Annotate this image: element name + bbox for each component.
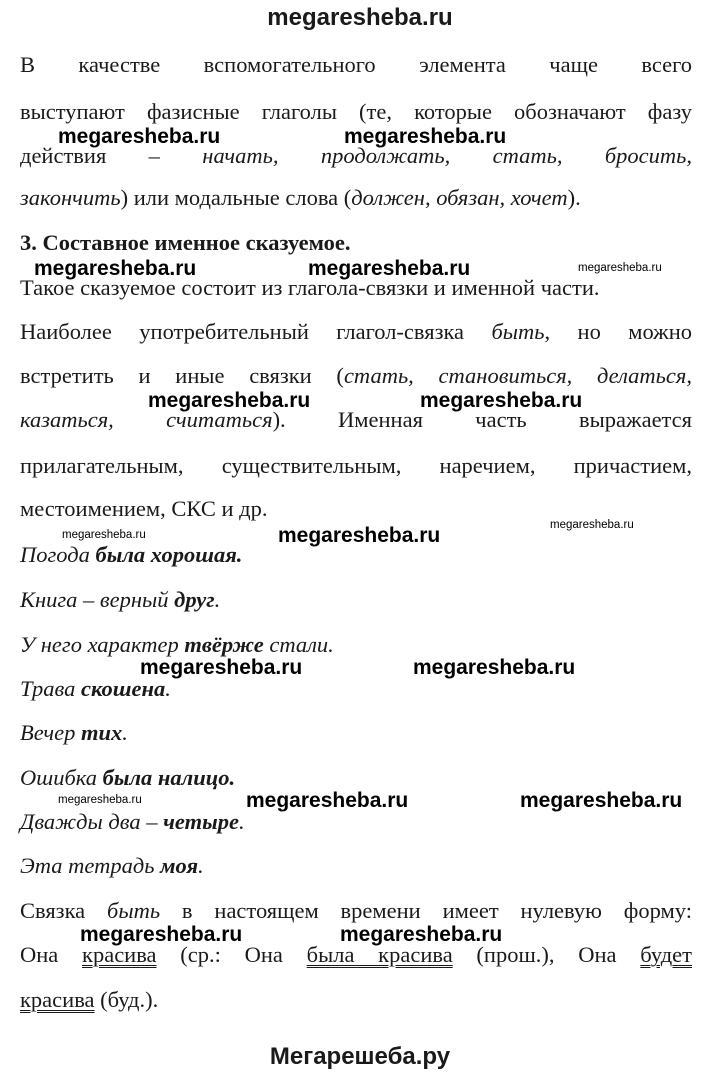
p1-line-1: В качестве вспомогательного элемента чаще всего [20, 52, 692, 77]
p2-line-3: встретить и иные связки (стать, становиться, делаться, [20, 363, 692, 388]
example-7: Дважды два – четыре. [20, 809, 245, 834]
watermark: megaresheba.ru [520, 789, 683, 812]
p1-line-2: выступают фазисные глаголы (те, которые обозначают фазу [20, 99, 692, 124]
p2-line-6: местоимением, СКС и др. [20, 496, 268, 521]
watermark: megaresheba.ru [308, 257, 471, 280]
p3-line-1: Связка быть в настоящем времени имеет нулевую форму: [20, 898, 692, 923]
footer-watermark: Мегарешеба.ру [269, 1043, 451, 1070]
watermark: megaresheba.ru [420, 389, 583, 412]
p2-line-2: Наиболее употребительный глагол-связка быть, но можно [20, 319, 692, 344]
watermark: megaresheba.ru [80, 923, 243, 946]
example-5: Вечер тих. [20, 720, 128, 745]
watermark: megaresheba.ru [58, 125, 221, 148]
example-6: Ошибка была налицо. [20, 765, 236, 790]
watermark: megaresheba.ru [344, 125, 507, 148]
example-3: У него характер твёрже стали. [20, 632, 334, 657]
header-watermark: megaresheba.ru [267, 4, 453, 31]
p2-line-4: казаться, считаться). Именная часть выражается [20, 407, 692, 432]
watermark: megaresheba.ru [34, 257, 197, 280]
watermark: megaresheba.ru [58, 794, 142, 806]
section-heading: 3. Составное именное сказуемое. [20, 230, 351, 255]
p3-line-2: Она красива (ср.: Она была красива (прош.), Она будет [20, 942, 692, 967]
watermark: megaresheba.ru [148, 389, 311, 412]
p2-line-1: Такое сказуемое состоит из глагола-связки и именной части. [20, 275, 600, 300]
example-8: Эта тетрадь моя. [20, 853, 204, 878]
watermark: megaresheba.ru [413, 656, 576, 679]
watermark: megaresheba.ru [62, 529, 146, 541]
watermark: megaresheba.ru [246, 789, 409, 812]
example-4: Трава скошена. [20, 676, 171, 701]
watermark: megaresheba.ru [550, 519, 634, 531]
watermark: megaresheba.ru [278, 524, 441, 547]
watermark: megaresheba.ru [140, 656, 303, 679]
watermark: megaresheba.ru [340, 923, 503, 946]
p1-line-3: действия – начать, продолжать, стать, бросить, [20, 143, 692, 168]
p3-line-3: красива (буд.). [20, 987, 159, 1012]
watermark: megaresheba.ru [578, 262, 662, 274]
p1-line-4: закончить) или модальные слова (должен, обязан, хочет). [20, 185, 581, 210]
example-1: Погода была хорошая. [20, 542, 243, 567]
example-2: Книга – верный друг. [20, 587, 221, 612]
p2-line-5: прилагательным, существительным, наречием, причастием, [20, 453, 692, 478]
